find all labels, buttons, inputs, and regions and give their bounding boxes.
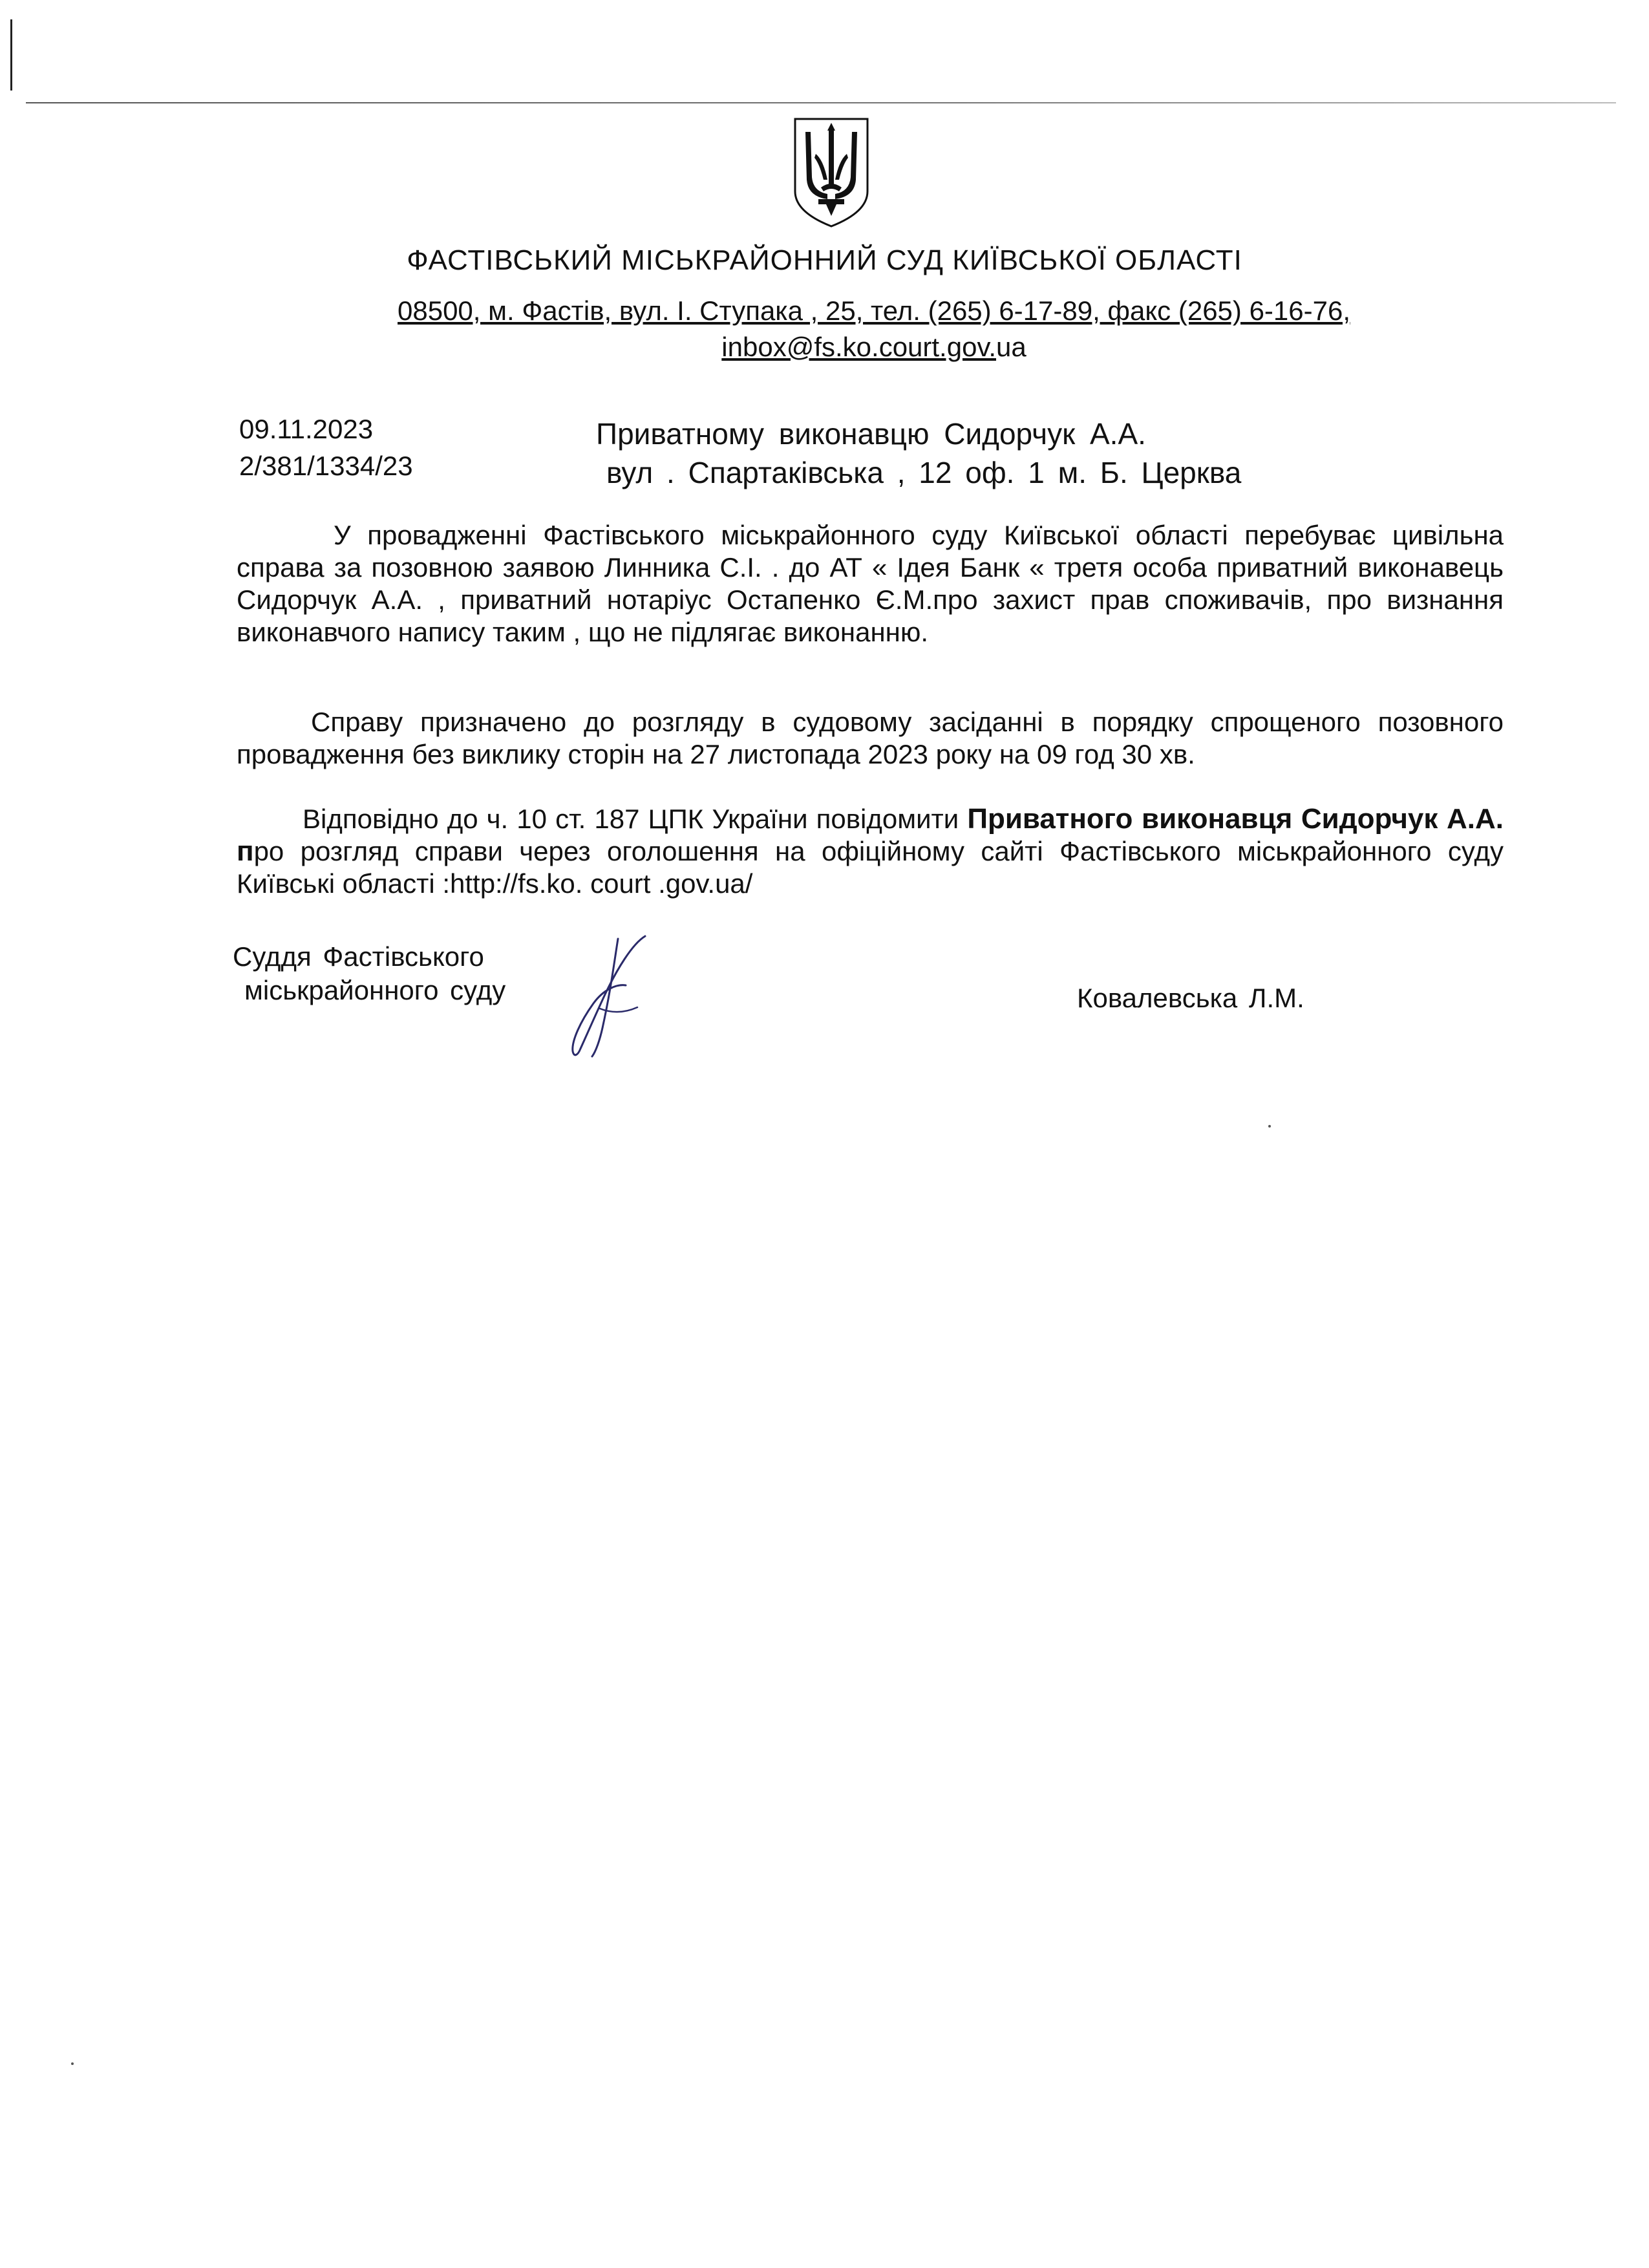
court-email-suffix: ua <box>996 332 1027 362</box>
recipient-name: Приватному виконавцю Сидорчук А.А. <box>596 417 1146 451</box>
ukraine-trident-emblem <box>790 115 873 230</box>
scan-speck <box>1268 1125 1271 1128</box>
body-paragraph-2: Справу призначено до розгляду в судовому засіданні в порядку спрощеного позовного провадження без виклику сторін на 27 листопада 2023 року на 09 год 30 хв. <box>237 707 1504 769</box>
handwritten-signature <box>555 931 652 1060</box>
signatory-title-line-2: міськрайонного суду <box>244 975 506 1005</box>
recipient-address: вул . Спартаківська , 12 оф. 1 м. Б. Церква <box>606 456 1242 489</box>
court-address-line: 08500, м. Фастів, вул. І. Ступака , 25, тел. (265) 6-17-89, факс (265) 6-16-76, <box>398 295 1350 326</box>
court-address <box>344 293 1404 365</box>
scan-edge-mark <box>10 19 12 91</box>
paragraph-3-intro: Відповідно до ч. 10 ст. 187 ЦПК України повідомити <box>303 804 968 834</box>
judge-name: Ковалевська Л.М. <box>1077 983 1304 1013</box>
case-number: 2/381/1334/23 <box>239 451 413 481</box>
paragraph-3-rest: ро розгляд справи через оголошення на офіційному сайті Фастівського міськрайонного суду Київські області :http://fs.ko. court .gov.ua/ <box>237 836 1504 899</box>
court-email-link[interactable]: inbox@fs.ko.court.gov. <box>721 332 996 362</box>
court-name: ФАСТІВСЬКИЙ МІСЬКРАЙОННИЙ СУД КИЇВСЬКОЇ ОБЛАСТІ <box>407 244 1242 276</box>
paragraph-3-recipient: Приватного виконавця Сидорчук А.А. п <box>237 803 1504 867</box>
letter-date: 09.11.2023 <box>239 414 374 444</box>
body-paragraph-3 <box>237 803 1504 900</box>
scan-edge-line <box>26 102 1616 103</box>
court-email-line <box>344 329 1404 365</box>
scan-speck <box>71 2062 74 2065</box>
signatory-title-line-1: Суддя Фастівського <box>233 941 484 972</box>
body-paragraph-1: У провадженні Фастівського міськрайонного суду Київської області перебуває цивільна справа за позовною заявою Линника С.І. . до АТ « Ідея Банк « третя особа приватний виконавець Сидорчук А.А. , приватний нотаріус Остапенко Є.М.про захист прав споживачів, про визнання виконавчого напису таким , що не підлягає виконанню. <box>237 520 1504 647</box>
